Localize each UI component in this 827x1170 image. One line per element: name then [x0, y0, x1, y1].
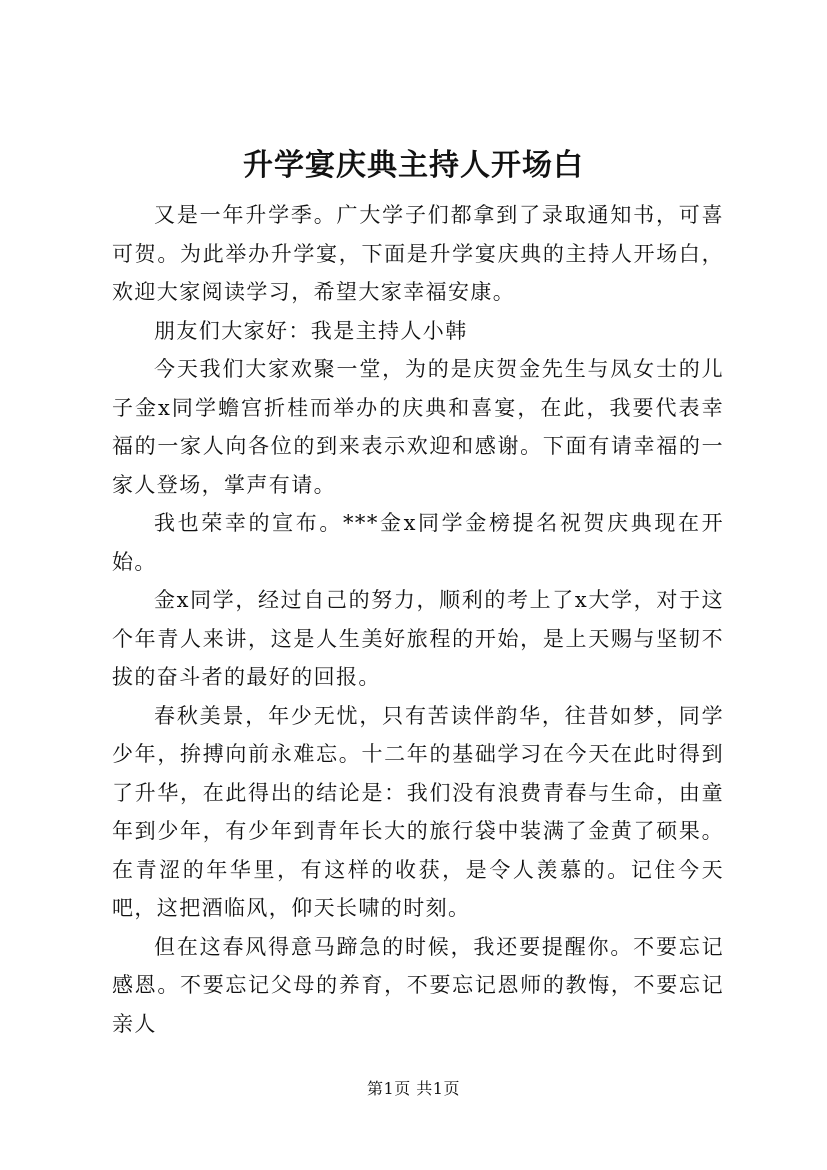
paragraph-greeting: 朋友们大家好：我是主持人小韩	[154, 318, 468, 343]
paragraph-intro: 又是一年升学季。广大学子们都拿到了录取通知书，可喜可贺。为此举办升学宴，下面是升学宴庆典的主持人开场白，欢迎大家阅读学习，希望大家幸福安康。	[112, 203, 724, 304]
paragraph-gratitude: 但在这春风得意马蹄急的时候，我还要提醒你。不要忘记感恩。不要忘记父母的养育，不要忘记恩师的教悔，不要忘记亲人	[112, 934, 724, 1036]
paragraph-announcement: 我也荣幸的宣布。***金x同学金榜提名祝贺庆典现在开始。	[112, 511, 724, 574]
document-title: 升学宴庆典主持人开场白	[243, 148, 584, 183]
paragraph-reflection: 春秋美景，年少无忧，只有苦读伴韵华，往昔如梦，同学少年，拚搏向前永难忘。十二年的基础学习在今天在此时得到了升华，在此得出的结论是：我们没有浪费青春与生命，由童年到少年，有少年到青年长大的旅行袋中装满了金黄了硕果。在青涩的年华里，有这样的收获，是令人羡慕的。记住今天吧，这把酒临风，仰天长啸的时刻。	[112, 703, 724, 920]
paragraph-gathering: 今天我们大家欢聚一堂，为的是庆贺金先生与凤女士的儿子金x同学蟾宫折桂而举办的庆典和喜宴，在此，我要代表幸福的一家人向各位的到来表示欢迎和感谢。下面有请幸福的一家人登场，掌声有请。	[112, 357, 724, 497]
document-body	[112, 196, 724, 1043]
paragraph-achievement: 金x同学，经过自己的努力，顺利的考上了x大学，对于这个年青人来讲，这是人生美好旅程的开始，是上天赐与坚韧不拔的奋斗者的最好的回报。	[112, 588, 724, 689]
page-number-footer: 第1页 共1页	[367, 1079, 460, 1098]
